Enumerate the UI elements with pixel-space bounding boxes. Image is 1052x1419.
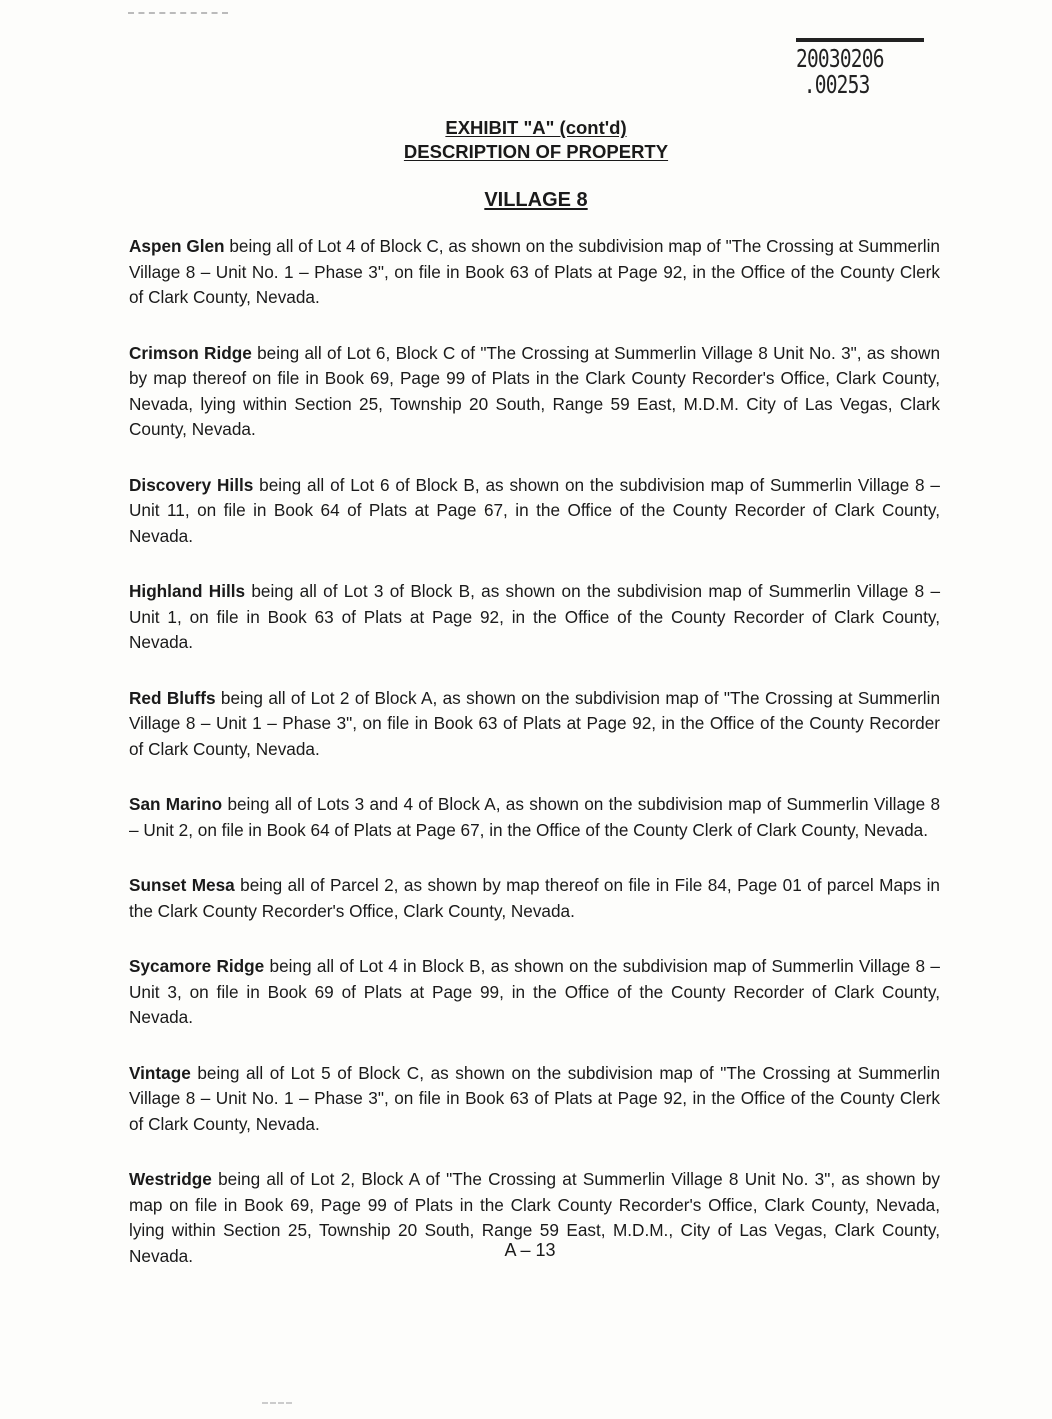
property-description: being all of Lot 2 of Block A, as shown on the subdivision map of "The Crossing at Summerlin Village 8 – Unit 1 – Phase 3", on file in Book 63 of Plats at Page 92, in the Office of the County Recorder of Clark County, Nevada. (129, 687, 941, 759)
exhibit-headings (300, 116, 772, 164)
property-name: Aspen Glen (129, 236, 225, 256)
description-title: DESCRIPTION OF PROPERTY (403, 141, 669, 162)
property-entry (129, 234, 940, 311)
property-name: Discovery Hills (129, 474, 254, 495)
property-description: being all of Lot 3 of Block B, as shown on the subdivision map of Summerlin Village 8 – Unit 1, on file in Book 63 of Plats at Page 92, in the Office of the County Recorder of Clark County, Nevada. (129, 581, 940, 652)
page-number: A – 13 (504, 1240, 556, 1260)
property-entry (129, 873, 940, 924)
property-name: Westridge (129, 1169, 212, 1189)
property-entry (129, 792, 940, 843)
stamp-sequence-number: .00253 (803, 70, 870, 99)
property-description: being all of Lot 6, Block C of "The Crossing at Summerlin Village 8 Unit No. 3", as shown by map thereof on file in Book 69, Page 99 of Plats in the Clark County Recorder's Office, Clark County, Nevada, lying within Section 25, Township 20 South, Range 59 East, M.D.M. City of Las Vegas, Clark County, Nevada. (129, 342, 941, 439)
property-description: being all of Lots 3 and 4 of Block A, as shown on the subdivision map of Summerlin Village 8 – Unit 2, on file in Book 64 of Plats at Page 67, in the Office of the County Clerk of Clark County, Nevada. (129, 794, 940, 840)
property-description: being all of Lot 4 of Block C, as shown on the subdivision map of "The Crossing at Summerlin Village 8 – Unit No. 1 – Phase 3", on file in Book 63 of Plats at Page 92, in the Office of the County Clerk of Clark County, Nevada. (129, 236, 940, 307)
recording-stamp (796, 38, 924, 98)
property-description: being all of Parcel 2, as shown by map thereof on file in File 84, Page 01 of parcel Maps in the Clark County Recorder's Office, Clark County, Nevada. (129, 875, 940, 921)
property-descriptions (129, 234, 940, 1299)
property-name: Red Bluffs (129, 687, 216, 708)
property-name: Sunset Mesa (129, 875, 235, 895)
top-scan-mark (128, 12, 228, 14)
bottom-scan-mark (262, 1402, 292, 1404)
property-description: being all of Lot 6 of Block B, as shown on the subdivision map of Summerlin Village 8 – Unit 11, on file in Book 64 of Plats at Page 67, in the Office of the County Recorder of Clark County, Nevada. (129, 474, 940, 546)
property-entry (129, 341, 940, 443)
property-description: being all of Lot 2, Block A of "The Crossing at Summerlin Village 8 Unit No. 3", as shown by map on file in Book 69, Page 99 of Plats in the Clark County Recorder's Office, Clark County, Nevada, lying within Section 25, Township 20 South, Range 59 East, M.D.M., City of Las Vegas, Clark County, Nevada. (129, 1169, 940, 1266)
property-name: Vintage (129, 1062, 191, 1083)
property-entry (129, 686, 940, 763)
village-heading: VILLAGE 8 (484, 189, 588, 211)
property-entry (129, 579, 940, 656)
stamp-date-number: 20030206 (796, 44, 884, 73)
property-entry (129, 473, 940, 550)
property-entry (129, 954, 940, 1031)
exhibit-title: EXHIBIT "A" (cont'd) (445, 117, 627, 138)
property-entry (129, 1061, 940, 1138)
property-description: being all of Lot 5 of Block C, as shown on the subdivision map of "The Crossing at Summerlin Village 8 – Unit No. 1 – Phase 3", on file in Book 63 of Plats at Page 92, in the Office of the County Clerk of Clark County, Nevada. (129, 1062, 940, 1134)
property-name: Crimson Ridge (129, 342, 252, 363)
property-description: being all of Lot 4 in Block B, as shown on the subdivision map of Summerlin Village 8 – Unit 3, on file in Book 69 of Plats at Page 99, in the Office of the County Recorder of Clark County, Nevada. (129, 956, 940, 1027)
property-name: San Marino (129, 794, 223, 814)
property-name: Sycamore Ridge (129, 956, 265, 976)
property-name: Highland Hills (129, 581, 246, 601)
